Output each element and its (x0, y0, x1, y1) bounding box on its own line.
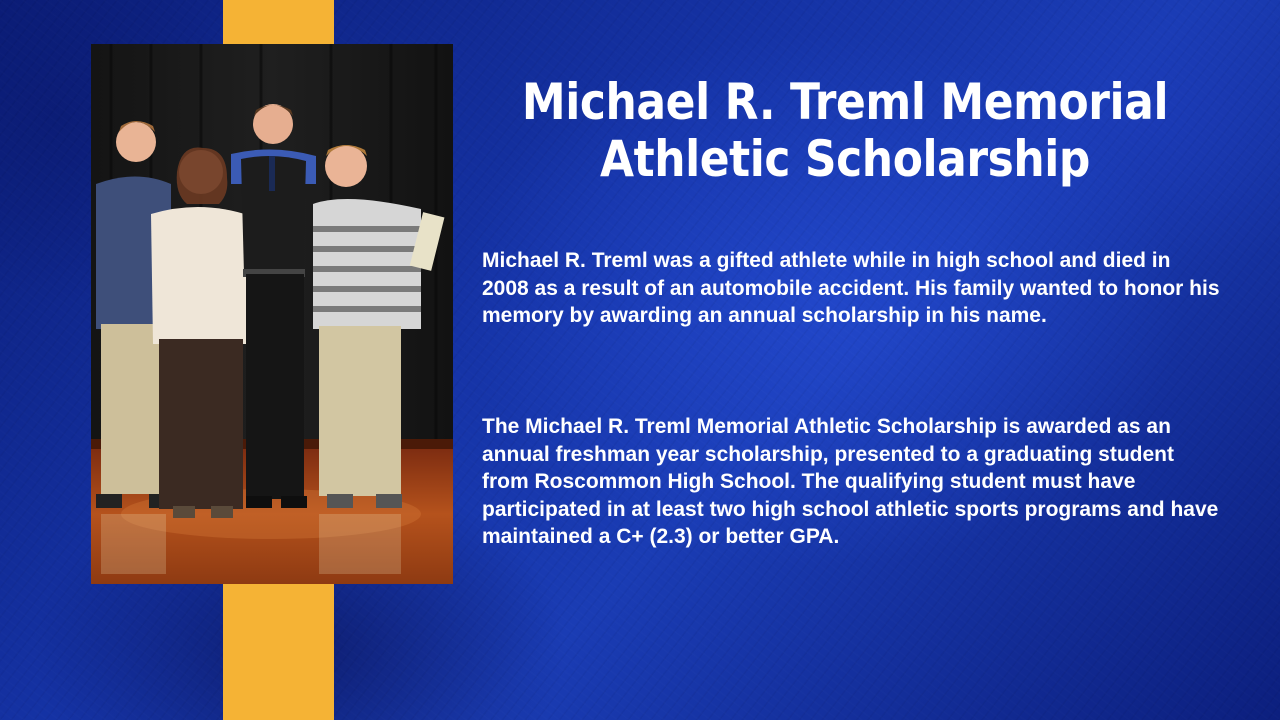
slide-title: Michael R. Treml Memorial Athletic Scholarship (521, 73, 1169, 188)
group-photo (91, 44, 453, 584)
description-paragraph-1: Michael R. Treml was a gifted athlete while in high school and died in 2008 as a result of an automobile accident. His family wanted to honor his memory by awarding an annual scholarship in his name. (482, 249, 1220, 327)
description-paragraph-2: The Michael R. Treml Memorial Athletic Scholarship is awarded as an annual freshman year scholarship, presented to a graduating student from Roscommon High School. The qualifying student must have participated in at least two high school athletic sports programs and have maintained a C+ (2.3) or better GPA. (482, 415, 1219, 548)
